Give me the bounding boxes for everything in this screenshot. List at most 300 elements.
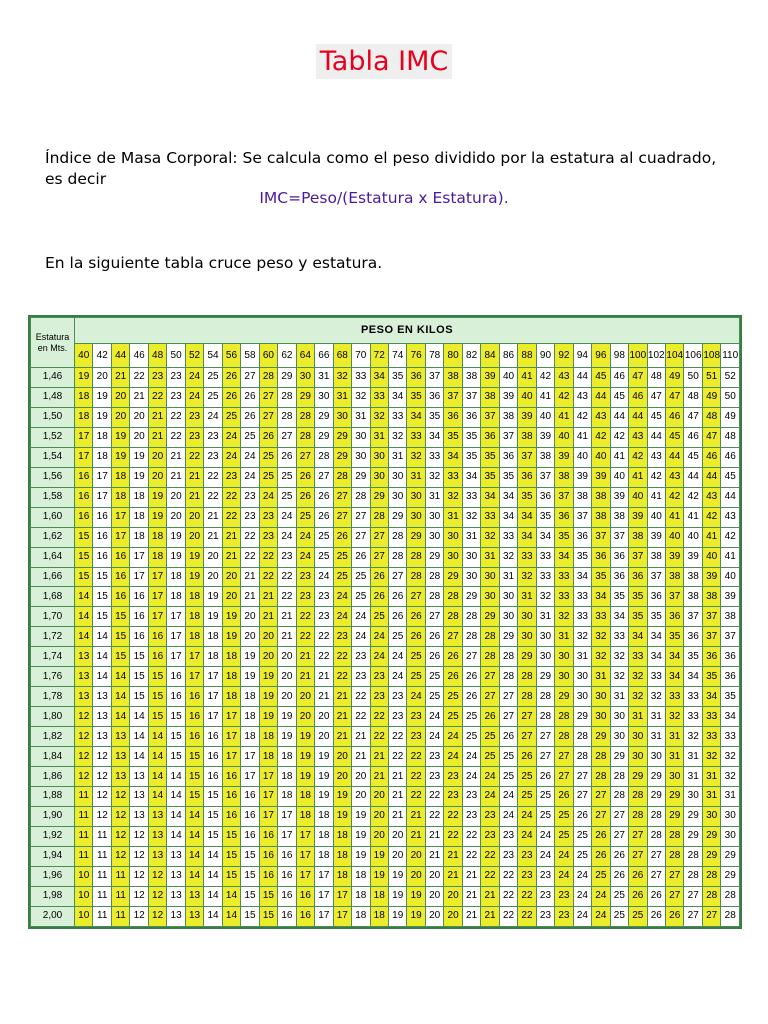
imc-value-cell: 16 [185, 687, 203, 707]
imc-value-cell: 20 [425, 906, 443, 926]
imc-value-cell: 20 [333, 767, 351, 787]
imc-value-cell: 33 [425, 447, 443, 467]
height-cell: 1,88 [31, 787, 75, 807]
imc-value-cell: 31 [536, 607, 554, 627]
imc-value-cell: 12 [130, 866, 148, 886]
imc-value-cell: 26 [296, 467, 314, 487]
imc-value-cell: 18 [93, 427, 111, 447]
imc-value-cell: 37 [425, 368, 443, 388]
imc-value-cell: 18 [204, 647, 222, 667]
imc-value-cell: 37 [684, 607, 702, 627]
imc-value-cell: 11 [111, 886, 129, 906]
imc-value-cell: 31 [610, 687, 628, 707]
imc-value-cell: 18 [352, 866, 370, 886]
imc-value-cell: 25 [518, 787, 536, 807]
imc-value-cell: 28 [573, 747, 591, 767]
imc-value-cell: 34 [499, 507, 517, 527]
imc-value-cell: 22 [148, 387, 166, 407]
imc-value-cell: 34 [407, 407, 425, 427]
imc-value-cell: 28 [370, 507, 388, 527]
imc-value-cell: 20 [296, 707, 314, 727]
imc-value-cell: 27 [481, 687, 499, 707]
imc-value-cell: 35 [481, 447, 499, 467]
imc-value-cell: 39 [555, 447, 573, 467]
imc-value-cell: 13 [75, 667, 93, 687]
imc-value-cell: 25 [278, 487, 296, 507]
imc-value-cell: 20 [185, 527, 203, 547]
weight-header-cell: 86 [499, 344, 517, 368]
imc-value-cell: 37 [702, 607, 720, 627]
imc-value-cell: 18 [185, 607, 203, 627]
imc-value-cell: 19 [352, 826, 370, 846]
imc-value-cell: 15 [130, 667, 148, 687]
imc-value-cell: 20 [148, 447, 166, 467]
imc-value-cell: 34 [573, 567, 591, 587]
imc-value-cell: 23 [167, 368, 185, 388]
imc-value-cell: 23 [499, 826, 517, 846]
imc-value-cell: 18 [111, 487, 129, 507]
imc-value-cell: 31 [684, 767, 702, 787]
imc-value-cell: 16 [148, 627, 166, 647]
imc-value-cell: 30 [481, 567, 499, 587]
imc-value-cell: 29 [333, 427, 351, 447]
imc-value-cell: 36 [721, 647, 740, 667]
imc-value-cell: 27 [462, 647, 480, 667]
imc-value-cell: 36 [721, 667, 740, 687]
imc-value-cell: 25 [462, 727, 480, 747]
imc-value-cell: 15 [148, 667, 166, 687]
imc-value-cell: 39 [666, 547, 684, 567]
imc-value-cell: 30 [555, 647, 573, 667]
imc-value-cell: 22 [241, 527, 259, 547]
imc-value-cell: 16 [130, 607, 148, 627]
imc-value-cell: 22 [315, 647, 333, 667]
imc-value-cell: 30 [407, 507, 425, 527]
imc-value-cell: 20 [315, 707, 333, 727]
imc-value-cell: 32 [462, 507, 480, 527]
imc-value-cell: 28 [481, 647, 499, 667]
imc-value-cell: 34 [370, 368, 388, 388]
imc-value-cell: 18 [352, 886, 370, 906]
imc-value-cell: 12 [148, 906, 166, 926]
imc-value-cell: 32 [629, 667, 647, 687]
imc-value-cell: 42 [610, 427, 628, 447]
imc-value-cell: 23 [518, 866, 536, 886]
imc-value-cell: 22 [518, 906, 536, 926]
imc-value-cell: 38 [499, 407, 517, 427]
imc-value-cell: 30 [296, 368, 314, 388]
imc-value-cell: 39 [536, 427, 554, 447]
imc-value-cell: 28 [592, 767, 610, 787]
imc-value-cell: 21 [388, 806, 406, 826]
imc-value-cell: 25 [573, 846, 591, 866]
imc-value-cell: 24 [425, 707, 443, 727]
imc-value-cell: 25 [481, 747, 499, 767]
imc-value-cell: 18 [370, 906, 388, 926]
imc-value-cell: 49 [702, 387, 720, 407]
imc-value-cell: 32 [425, 467, 443, 487]
imc-value-cell: 17 [148, 567, 166, 587]
imc-value-cell: 38 [684, 587, 702, 607]
imc-value-cell: 18 [333, 846, 351, 866]
imc-value-cell: 28 [702, 866, 720, 886]
imc-value-cell: 47 [647, 387, 665, 407]
imc-table-container [28, 315, 742, 929]
imc-value-cell: 28 [462, 607, 480, 627]
imc-value-cell: 16 [185, 727, 203, 747]
height-cell: 1,76 [31, 667, 75, 687]
imc-value-cell: 31 [647, 707, 665, 727]
imc-value-cell: 31 [333, 387, 351, 407]
imc-value-cell: 32 [388, 427, 406, 447]
imc-value-cell: 25 [555, 806, 573, 826]
imc-value-cell: 14 [167, 787, 185, 807]
weight-header-cell: 58 [241, 344, 259, 368]
imc-value-cell: 24 [518, 826, 536, 846]
imc-value-cell: 39 [702, 567, 720, 587]
imc-value-cell: 35 [684, 647, 702, 667]
weight-header-cell: 76 [407, 344, 425, 368]
imc-value-cell: 16 [241, 787, 259, 807]
imc-value-cell: 35 [407, 387, 425, 407]
imc-value-cell: 34 [444, 447, 462, 467]
imc-value-cell: 16 [75, 507, 93, 527]
imc-value-cell: 26 [666, 906, 684, 926]
imc-value-cell: 42 [721, 527, 740, 547]
imc-value-cell: 28 [536, 707, 554, 727]
imc-value-cell: 16 [167, 667, 185, 687]
imc-value-cell: 31 [721, 787, 740, 807]
imc-value-cell: 18 [315, 806, 333, 826]
imc-value-cell: 17 [130, 547, 148, 567]
imc-value-cell: 27 [444, 627, 462, 647]
imc-value-cell: 28 [388, 547, 406, 567]
imc-value-cell: 17 [333, 886, 351, 906]
imc-value-cell: 18 [278, 787, 296, 807]
imc-value-cell: 37 [536, 467, 554, 487]
imc-value-cell: 16 [222, 767, 240, 787]
imc-value-cell: 31 [481, 547, 499, 567]
imc-value-cell: 32 [592, 647, 610, 667]
imc-value-cell: 28 [610, 767, 628, 787]
imc-value-cell: 20 [222, 587, 240, 607]
imc-value-cell: 30 [518, 607, 536, 627]
imc-value-cell: 47 [629, 368, 647, 388]
imc-value-cell: 30 [370, 467, 388, 487]
imc-value-cell: 14 [185, 826, 203, 846]
imc-value-cell: 28 [518, 687, 536, 707]
height-cell: 1,98 [31, 886, 75, 906]
imc-value-cell: 24 [481, 767, 499, 787]
imc-value-cell: 36 [702, 647, 720, 667]
imc-value-cell: 25 [370, 607, 388, 627]
imc-value-cell: 35 [629, 587, 647, 607]
imc-value-cell: 30 [610, 727, 628, 747]
imc-value-cell: 18 [75, 387, 93, 407]
imc-value-cell: 25 [352, 567, 370, 587]
imc-value-cell: 15 [167, 727, 185, 747]
imc-value-cell: 29 [666, 806, 684, 826]
imc-value-cell: 20 [278, 647, 296, 667]
imc-value-cell: 22 [370, 707, 388, 727]
imc-value-cell: 27 [296, 447, 314, 467]
imc-value-cell: 13 [93, 687, 111, 707]
imc-value-cell: 22 [425, 806, 443, 826]
table-row [31, 527, 740, 547]
imc-value-cell: 32 [444, 487, 462, 507]
imc-value-cell: 24 [592, 906, 610, 926]
imc-value-cell: 38 [684, 567, 702, 587]
imc-value-cell: 47 [702, 427, 720, 447]
imc-value-cell: 27 [610, 806, 628, 826]
imc-value-cell: 26 [481, 707, 499, 727]
imc-value-cell: 11 [111, 866, 129, 886]
imc-value-cell: 25 [499, 747, 517, 767]
weight-header-cell: 54 [204, 344, 222, 368]
imc-value-cell: 32 [684, 727, 702, 747]
weight-header-cell: 100 [629, 344, 647, 368]
imc-value-cell: 18 [185, 627, 203, 647]
imc-value-cell: 24 [407, 687, 425, 707]
imc-value-cell: 45 [592, 368, 610, 388]
imc-value-cell: 13 [148, 806, 166, 826]
imc-value-cell: 27 [666, 866, 684, 886]
imc-value-cell: 17 [222, 707, 240, 727]
imc-value-cell: 29 [315, 407, 333, 427]
imc-value-cell: 31 [499, 567, 517, 587]
imc-value-cell: 21 [462, 886, 480, 906]
imc-value-cell: 25 [592, 866, 610, 886]
imc-value-cell: 29 [721, 866, 740, 886]
imc-value-cell: 26 [610, 846, 628, 866]
imc-value-cell: 45 [610, 387, 628, 407]
imc-value-cell: 20 [278, 667, 296, 687]
imc-value-cell: 29 [333, 447, 351, 467]
imc-value-cell: 31 [629, 707, 647, 727]
imc-value-cell: 32 [573, 627, 591, 647]
imc-value-cell: 28 [647, 806, 665, 826]
imc-value-cell: 28 [462, 627, 480, 647]
imc-value-cell: 45 [647, 407, 665, 427]
imc-value-cell: 32 [592, 627, 610, 647]
imc-value-cell: 19 [204, 607, 222, 627]
imc-value-cell: 29 [518, 647, 536, 667]
imc-value-cell: 44 [610, 407, 628, 427]
height-cell: 1,84 [31, 747, 75, 767]
table-row [31, 507, 740, 527]
imc-value-cell: 18 [222, 647, 240, 667]
imc-value-cell: 37 [555, 487, 573, 507]
imc-value-cell: 39 [629, 507, 647, 527]
imc-value-cell: 20 [370, 787, 388, 807]
imc-value-cell: 15 [111, 607, 129, 627]
imc-value-cell: 19 [315, 747, 333, 767]
imc-value-cell: 28 [259, 368, 277, 388]
imc-value-cell: 28 [536, 687, 554, 707]
imc-value-cell: 33 [555, 567, 573, 587]
imc-value-cell: 34 [666, 647, 684, 667]
imc-value-cell: 14 [75, 587, 93, 607]
imc-value-cell: 42 [555, 387, 573, 407]
imc-value-cell: 15 [222, 826, 240, 846]
imc-value-cell: 44 [721, 487, 740, 507]
imc-value-cell: 15 [259, 886, 277, 906]
imc-value-cell: 13 [111, 747, 129, 767]
imc-value-cell: 35 [481, 467, 499, 487]
imc-value-cell: 36 [610, 547, 628, 567]
imc-value-cell: 15 [148, 687, 166, 707]
imc-value-cell: 19 [296, 727, 314, 747]
imc-value-cell: 14 [204, 886, 222, 906]
imc-value-cell: 28 [499, 647, 517, 667]
imc-value-cell: 30 [592, 707, 610, 727]
imc-value-cell: 22 [499, 886, 517, 906]
imc-value-cell: 21 [185, 487, 203, 507]
height-cell: 1,60 [31, 507, 75, 527]
imc-value-cell: 13 [167, 846, 185, 866]
imc-value-cell: 15 [204, 806, 222, 826]
imc-value-cell: 39 [573, 467, 591, 487]
imc-value-cell: 27 [278, 427, 296, 447]
height-column-header [31, 318, 75, 368]
imc-value-cell: 25 [388, 627, 406, 647]
imc-value-cell: 18 [75, 407, 93, 427]
imc-value-cell: 11 [75, 826, 93, 846]
imc-value-cell: 26 [499, 727, 517, 747]
imc-value-cell: 46 [702, 447, 720, 467]
imc-value-cell: 29 [278, 368, 296, 388]
imc-value-cell: 20 [204, 547, 222, 567]
imc-value-cell: 22 [499, 906, 517, 926]
height-cell: 1,80 [31, 707, 75, 727]
imc-value-cell: 12 [75, 767, 93, 787]
imc-value-cell: 22 [130, 368, 148, 388]
weight-header-cell: 110 [721, 344, 740, 368]
table-row [31, 547, 740, 567]
imc-value-cell: 20 [352, 767, 370, 787]
table-row [31, 727, 740, 747]
imc-value-cell: 27 [702, 906, 720, 926]
imc-value-cell: 12 [130, 906, 148, 926]
imc-value-cell: 20 [296, 687, 314, 707]
imc-value-cell: 28 [499, 667, 517, 687]
imc-value-cell: 18 [222, 687, 240, 707]
imc-value-cell: 12 [93, 806, 111, 826]
imc-value-cell: 31 [702, 787, 720, 807]
imc-value-cell: 45 [721, 467, 740, 487]
imc-value-cell: 16 [75, 467, 93, 487]
imc-value-cell: 32 [721, 747, 740, 767]
imc-value-cell: 19 [185, 547, 203, 567]
imc-value-cell: 27 [499, 707, 517, 727]
document-title: Tabla IMC [316, 44, 452, 79]
imc-value-cell: 41 [684, 507, 702, 527]
imc-value-cell: 15 [148, 707, 166, 727]
imc-value-cell: 16 [204, 747, 222, 767]
imc-value-cell: 18 [370, 886, 388, 906]
imc-value-cell: 29 [629, 767, 647, 787]
imc-value-cell: 23 [167, 387, 185, 407]
imc-value-cell: 21 [315, 687, 333, 707]
weight-header-cell: 74 [388, 344, 406, 368]
imc-value-cell: 21 [370, 767, 388, 787]
imc-value-cell: 29 [296, 387, 314, 407]
imc-value-cell: 34 [647, 647, 665, 667]
imc-value-cell: 37 [481, 407, 499, 427]
imc-value-cell: 23 [425, 747, 443, 767]
imc-value-cell: 36 [647, 587, 665, 607]
imc-value-cell: 10 [75, 886, 93, 906]
imc-value-cell: 25 [315, 527, 333, 547]
imc-value-cell: 19 [259, 667, 277, 687]
imc-value-cell: 32 [481, 527, 499, 547]
imc-value-cell: 21 [259, 587, 277, 607]
imc-value-cell: 20 [259, 627, 277, 647]
table-row [31, 687, 740, 707]
imc-value-cell: 21 [315, 667, 333, 687]
imc-value-cell: 28 [684, 846, 702, 866]
imc-value-cell: 23 [370, 667, 388, 687]
imc-value-cell: 30 [573, 667, 591, 687]
imc-value-cell: 49 [666, 368, 684, 388]
imc-value-cell: 27 [407, 587, 425, 607]
height-cell: 1,52 [31, 427, 75, 447]
imc-value-cell: 38 [536, 447, 554, 467]
imc-value-cell: 17 [185, 667, 203, 687]
table-row [31, 567, 740, 587]
imc-value-cell: 20 [204, 567, 222, 587]
imc-value-cell: 16 [241, 806, 259, 826]
imc-value-cell: 11 [93, 846, 111, 866]
imc-value-cell: 27 [666, 886, 684, 906]
imc-value-cell: 36 [462, 407, 480, 427]
imc-value-cell: 28 [684, 866, 702, 886]
imc-value-cell: 36 [629, 567, 647, 587]
imc-value-cell: 36 [573, 527, 591, 547]
imc-value-cell: 28 [352, 487, 370, 507]
weight-header-cell: 106 [684, 344, 702, 368]
imc-value-cell: 35 [499, 467, 517, 487]
imc-value-cell: 27 [499, 687, 517, 707]
imc-value-cell: 22 [462, 826, 480, 846]
imc-value-cell: 44 [573, 368, 591, 388]
imc-value-cell: 25 [536, 787, 554, 807]
imc-value-cell: 10 [75, 906, 93, 926]
imc-value-cell: 29 [352, 467, 370, 487]
imc-value-cell: 36 [684, 627, 702, 647]
imc-value-cell: 24 [499, 806, 517, 826]
imc-value-cell: 17 [315, 866, 333, 886]
imc-value-cell: 43 [647, 447, 665, 467]
imc-value-cell: 42 [573, 407, 591, 427]
imc-value-cell: 28 [333, 467, 351, 487]
imc-value-cell: 24 [499, 787, 517, 807]
imc-value-cell: 26 [425, 647, 443, 667]
weight-header-cell: 40 [75, 344, 93, 368]
imc-value-cell: 45 [684, 447, 702, 467]
imc-value-cell: 35 [555, 527, 573, 547]
imc-value-cell: 41 [536, 387, 554, 407]
imc-value-cell: 16 [259, 826, 277, 846]
imc-value-cell: 32 [333, 368, 351, 388]
table-row [31, 427, 740, 447]
imc-value-cell: 22 [278, 587, 296, 607]
imc-value-cell: 21 [481, 906, 499, 926]
imc-value-cell: 26 [370, 587, 388, 607]
imc-value-cell: 16 [75, 487, 93, 507]
imc-value-cell: 12 [130, 826, 148, 846]
imc-value-cell: 37 [499, 427, 517, 447]
